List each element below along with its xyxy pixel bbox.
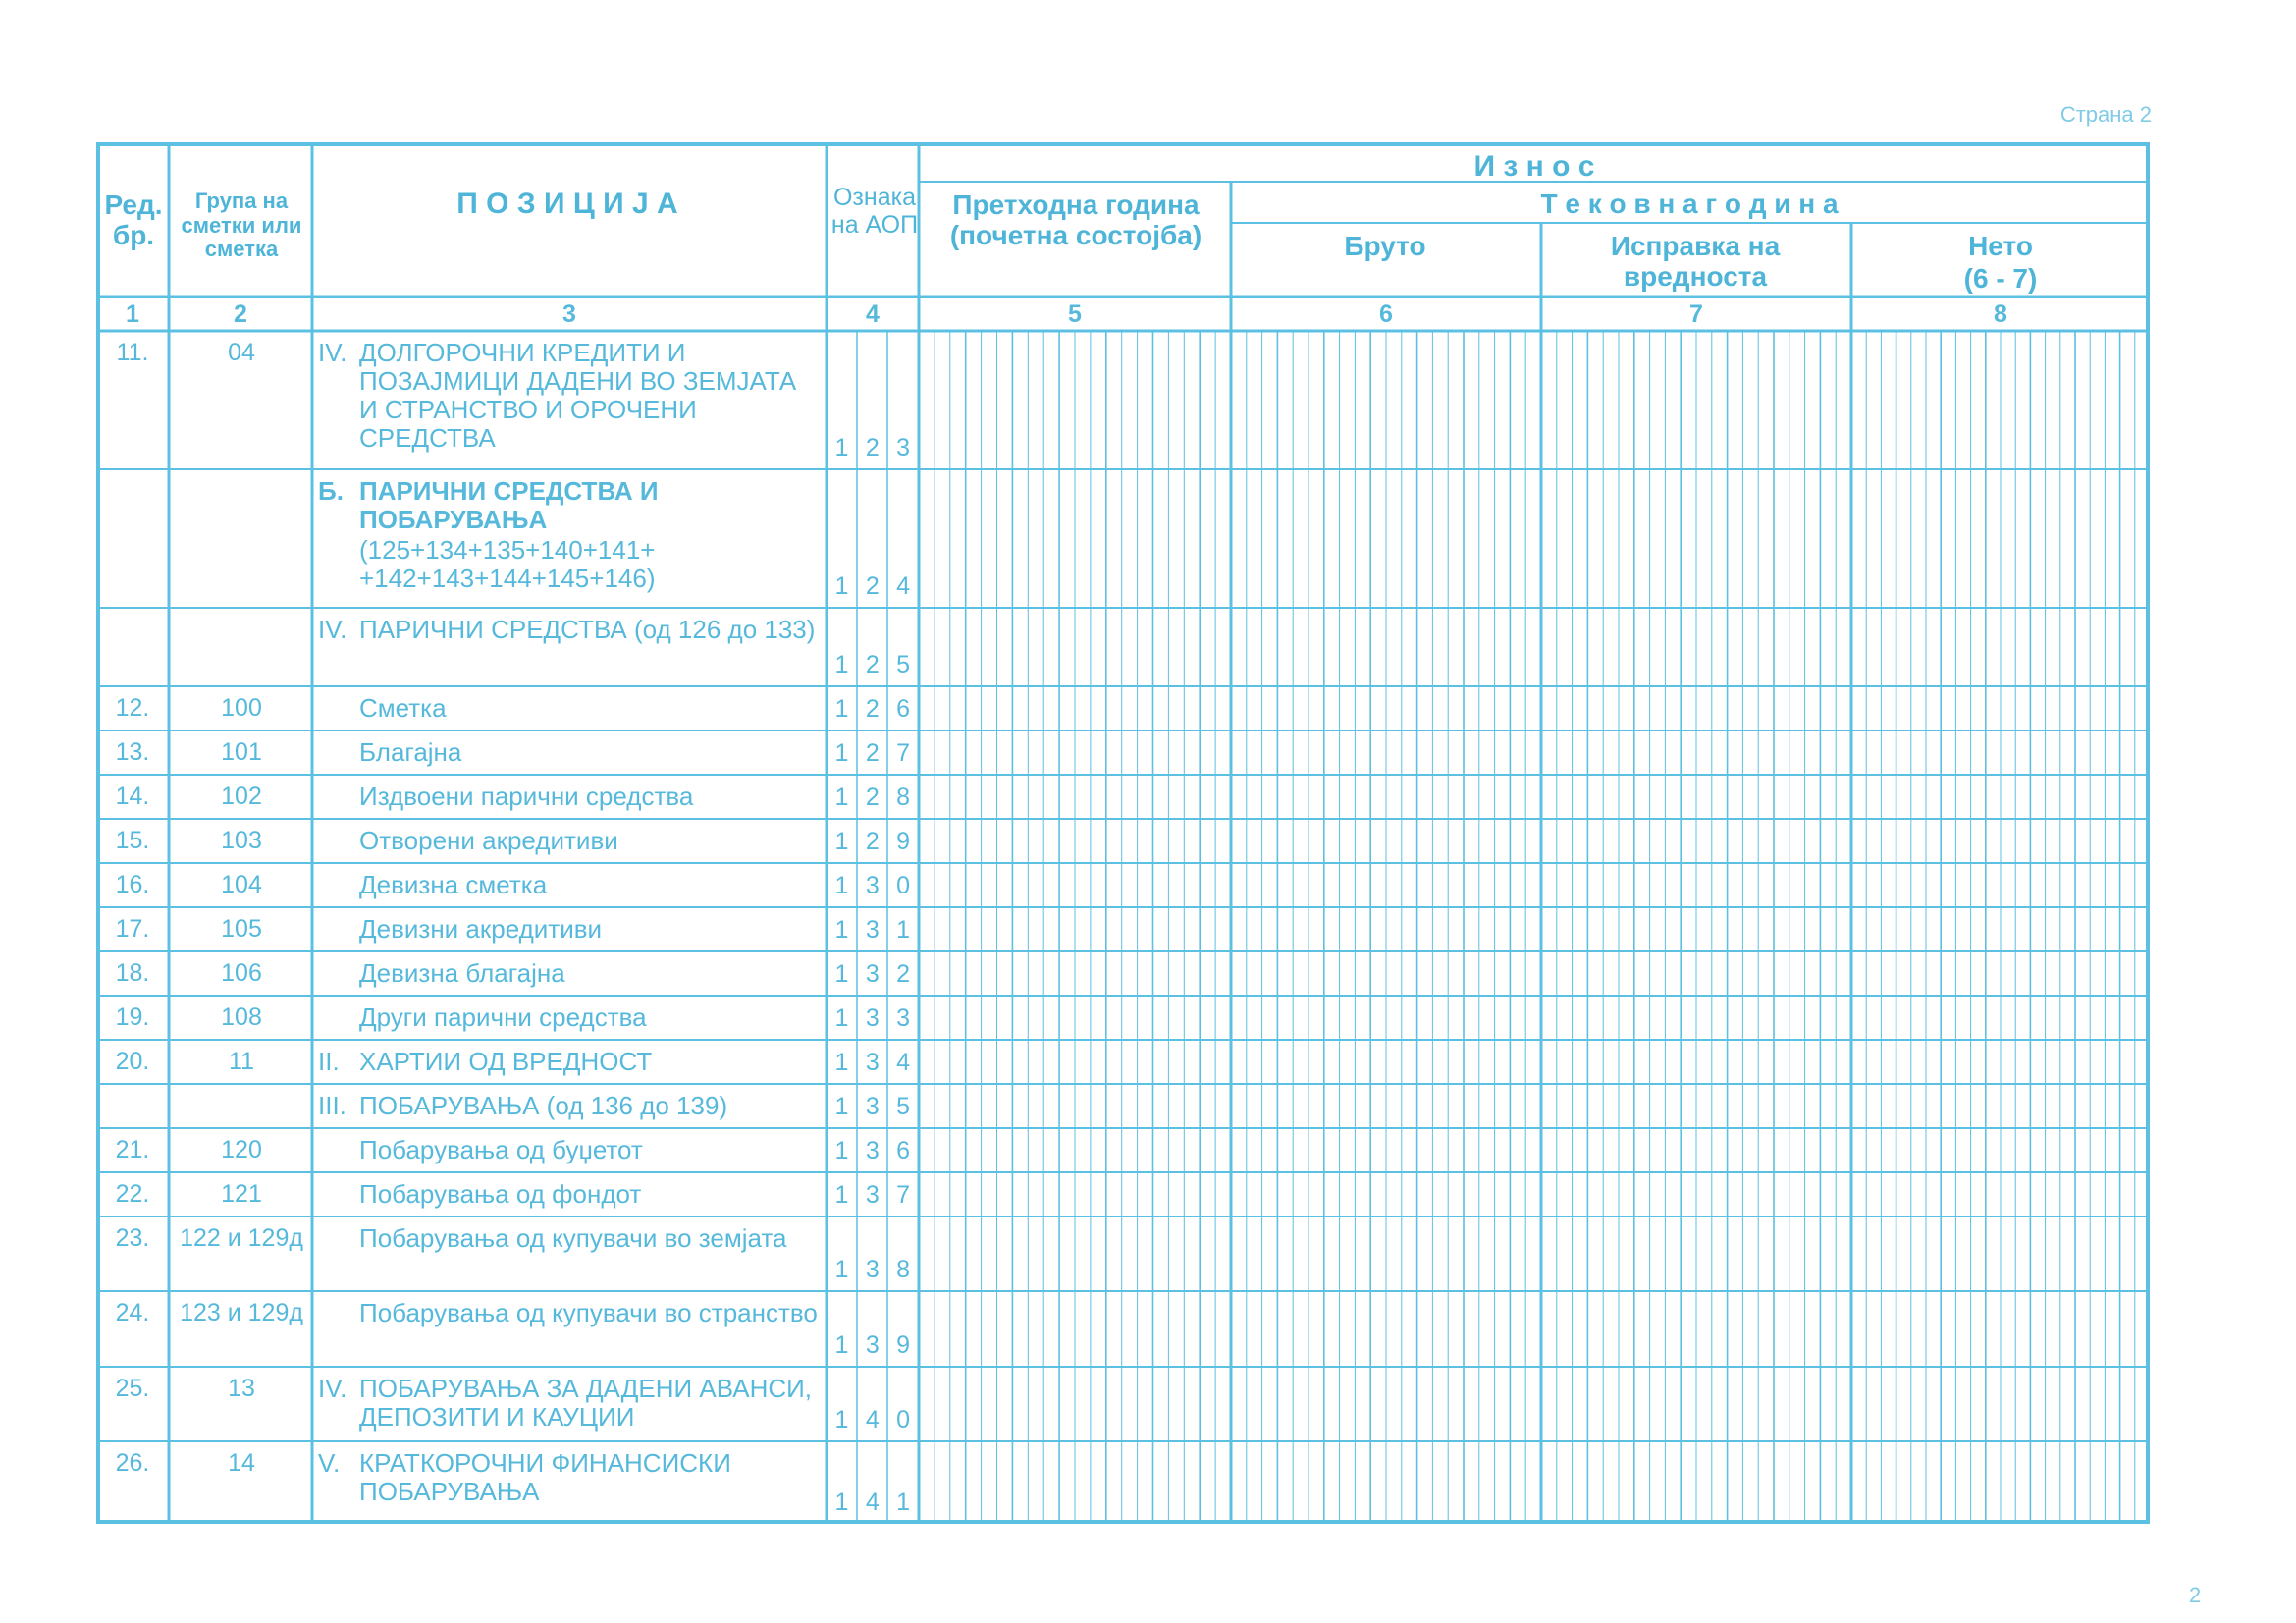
row-number: 23. (115, 1224, 150, 1252)
aop-digit: 1 (834, 1181, 849, 1209)
column-number: 1 (126, 300, 139, 328)
aop-digit: 2 (865, 828, 880, 855)
aop-digit: 4 (896, 572, 911, 600)
aop-digit: 6 (896, 695, 911, 723)
account-group: 13 (228, 1375, 255, 1402)
account-group: 14 (228, 1449, 255, 1477)
aop-digit: 1 (834, 1004, 849, 1032)
position-text: Побарувања од буџетот (359, 1135, 643, 1164)
page-label: Страна 2 (2059, 102, 2152, 127)
column-number: 5 (1068, 300, 1082, 328)
row-number: 15. (115, 827, 150, 854)
balance-sheet-form (96, 142, 2150, 1524)
aop-digit: 9 (896, 828, 911, 855)
account-group: 121 (221, 1180, 262, 1208)
aop-digit: 4 (865, 1406, 880, 1434)
column-number: 4 (866, 300, 880, 328)
aop-digit: 4 (896, 1049, 911, 1076)
aop-digit: 3 (896, 1004, 911, 1032)
aop-digit: 8 (896, 1256, 911, 1283)
header-aop: Ознака на АОП (830, 184, 919, 239)
aop-digit: 1 (834, 651, 849, 678)
aop-digit: 2 (865, 434, 880, 461)
account-group: 122 и 129д (180, 1224, 303, 1252)
aop-digit: 5 (896, 651, 911, 678)
position-formula: (125+134+135+140+141+ +142+143+144+145+146) (359, 535, 656, 594)
row-number: 24. (115, 1299, 150, 1326)
header-net-formula: (6 - 7) (1963, 263, 2038, 294)
position-text: ПОБАРУВАЊА (од 136 до 139) (359, 1091, 728, 1120)
position-text: Други парични средства (359, 1002, 647, 1032)
row-number: 20. (115, 1048, 150, 1075)
row-number: 14. (115, 783, 150, 810)
aop-digit: 1 (834, 695, 849, 723)
aop-digit: 3 (865, 872, 880, 899)
aop-digit: 1 (834, 784, 849, 811)
aop-digit: 6 (896, 1137, 911, 1164)
column-number: 3 (562, 300, 576, 328)
aop-digit: 5 (896, 1093, 911, 1120)
header-net: Нето (1968, 231, 2033, 261)
row-number: 16. (115, 871, 150, 898)
aop-digit: 1 (834, 1331, 849, 1359)
column-number: 6 (1379, 300, 1393, 328)
row-number: 21. (115, 1136, 150, 1163)
aop-digit: 1 (834, 1406, 849, 1434)
aop-digit: 3 (865, 916, 880, 944)
header-amount: И з н о с (1473, 150, 1595, 183)
row-number: 12. (115, 694, 150, 722)
aop-digit: 1 (834, 1256, 849, 1283)
position-text: ПАРИЧНИ СРЕДСТВА И ПОБАРУВАЊА (359, 476, 659, 535)
header-prev-year: Претходна година (почетна состојба) (949, 189, 1202, 251)
row-number: 13. (115, 738, 150, 766)
position-prefix: II. (318, 1047, 340, 1076)
aop-digit: 1 (896, 1488, 911, 1516)
position-text: Издвоени парични средства (359, 782, 694, 811)
position-text: Девизни акредитиви (359, 914, 603, 944)
aop-digit: 1 (834, 1049, 849, 1076)
aop-digit: 7 (896, 1181, 911, 1209)
aop-digit: 3 (865, 1004, 880, 1032)
aop-digit: 3 (865, 1137, 880, 1164)
aop-digit: 0 (896, 1406, 911, 1434)
aop-digit: 1 (834, 872, 849, 899)
header-row-no: Ред. бр. (104, 189, 163, 251)
account-group: 120 (221, 1136, 262, 1163)
position-text: Побарувања од купувачи во странство (359, 1298, 818, 1327)
position-text: ПАРИЧНИ СРЕДСТВА (од 126 до 133) (359, 615, 816, 644)
aop-digit: 1 (896, 916, 911, 944)
account-group: 108 (221, 1003, 262, 1031)
row-number: 18. (115, 959, 150, 987)
position-prefix: IV. (318, 1374, 347, 1403)
row-number: 17. (115, 915, 150, 943)
aop-digit: 0 (896, 872, 911, 899)
account-group: 04 (228, 339, 255, 366)
row-number: 26. (115, 1449, 150, 1477)
account-group: 105 (221, 915, 262, 943)
aop-digit: 4 (865, 1488, 880, 1516)
aop-digit: 3 (865, 1181, 880, 1209)
header-group: Група на сметки или сметка (181, 189, 302, 262)
header-gross: Бруто (1344, 231, 1426, 261)
aop-digit: 1 (834, 1137, 849, 1164)
aop-digit: 1 (834, 1488, 849, 1516)
aop-digit: 3 (865, 1093, 880, 1120)
column-number: 8 (1994, 300, 2007, 328)
aop-digit: 1 (834, 434, 849, 461)
sheet-number: 2 (2189, 1583, 2202, 1607)
position-text: Побарувања од фондот (359, 1179, 642, 1209)
header-correction: Исправка на вредноста (1610, 231, 1781, 293)
account-group: 102 (221, 783, 262, 810)
position-text: Девизна благајна (359, 958, 565, 988)
position-prefix: IV. (318, 338, 347, 367)
aop-digit: 2 (865, 572, 880, 600)
aop-digit: 1 (834, 739, 849, 767)
account-group: 106 (221, 959, 262, 987)
aop-digit: 3 (865, 1331, 880, 1359)
account-group: 11 (229, 1048, 254, 1075)
aop-digit: 8 (896, 784, 911, 811)
row-number: 22. (115, 1180, 150, 1208)
account-group: 123 и 129д (180, 1299, 303, 1326)
aop-digit: 2 (865, 651, 880, 678)
row-number: 19. (115, 1003, 150, 1031)
aop-digit: 3 (896, 434, 911, 461)
position-text: ПОБАРУВАЊА ЗА ДАДЕНИ АВАНСИ, ДЕПОЗИТИ И КАУЦИИ (359, 1374, 813, 1433)
header-current-year: Т е к о в н а г о д и н а (1540, 189, 1839, 219)
aop-digit: 7 (896, 739, 911, 767)
aop-digit: 2 (865, 695, 880, 723)
account-group: 100 (221, 694, 262, 722)
aop-digit: 2 (865, 784, 880, 811)
column-number: 7 (1689, 300, 1703, 328)
position-text: Побарувања од купувачи во земјата (359, 1223, 787, 1253)
position-text: Сметка (359, 693, 447, 723)
position-prefix: III. (318, 1091, 347, 1120)
header-position: П О З И Ц И Ј А (456, 188, 678, 220)
position-prefix: V. (318, 1448, 341, 1478)
position-text: ХАРТИИ ОД ВРЕДНОСТ (359, 1047, 653, 1076)
aop-digit: 9 (896, 1331, 911, 1359)
aop-digit: 1 (834, 1093, 849, 1120)
account-group: 104 (221, 871, 262, 898)
aop-digit: 3 (865, 1256, 880, 1283)
aop-digit: 1 (834, 572, 849, 600)
position-text: Девизна сметка (359, 870, 548, 899)
account-group: 103 (221, 827, 262, 854)
aop-digit: 3 (865, 1049, 880, 1076)
aop-digit: 2 (896, 960, 911, 988)
row-number: 25. (115, 1375, 150, 1402)
aop-digit: 2 (865, 739, 880, 767)
account-group: 101 (221, 738, 262, 766)
row-number: 11. (116, 339, 149, 366)
aop-digit: 1 (834, 916, 849, 944)
column-number: 2 (234, 300, 247, 328)
position-text: ДОЛГОРОЧНИ КРЕДИТИ И ПОЗАЈМИЦИ ДАДЕНИ ВО ЗЕМЈАТА И СТРАНСТВО И ОРОЧЕНИ СРЕДСТВА (359, 338, 797, 454)
position-text: Отворени акредитиви (359, 826, 618, 855)
aop-digit: 1 (834, 960, 849, 988)
aop-digit: 1 (834, 828, 849, 855)
position-prefix: IV. (318, 615, 347, 644)
position-text: Благајна (359, 737, 462, 767)
position-text: КРАТКОРОЧНИ ФИНАНСИСКИ ПОБАРУВАЊА (359, 1448, 731, 1507)
aop-digit: 3 (865, 960, 880, 988)
position-prefix: Б. (318, 476, 344, 506)
